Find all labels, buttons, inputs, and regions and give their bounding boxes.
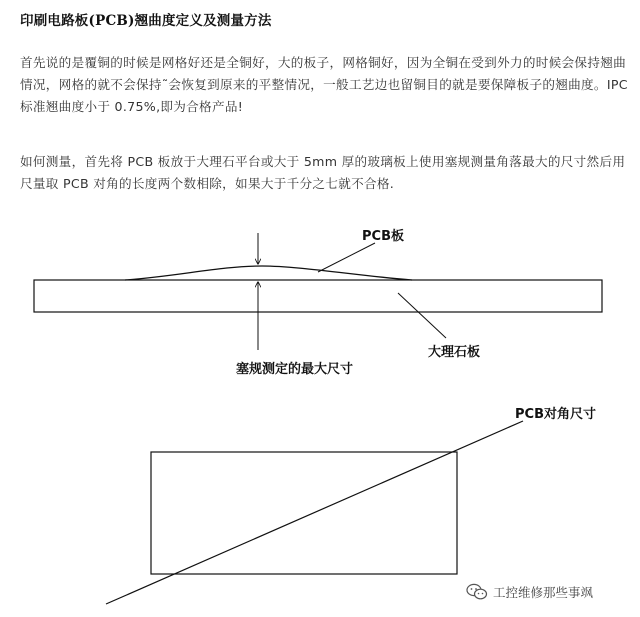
pcb-label: PCB板 [362,229,404,244]
pcb-diagonal-line [106,421,523,604]
wechat-icon [466,583,488,601]
diagonal-label: PCB对角尺寸 [515,407,596,422]
gauge-label: 塞规测定的最大尺寸 [236,362,354,377]
pcb-leader-line [318,243,375,272]
warped-pcb [125,266,412,280]
article-title: 印刷电路板(PCB)翘曲度定义及测量方法 [20,13,272,29]
paragraph-copper-pour: 首先说的是覆铜的时候是网格好还是全铜好，大的板子，网格铜好，因为全铜在受到外力的时候会保持翘曲情况，网格的就不会保持˜会恢复到原来的平整情况，一般工艺边也留铜目的就是要保障板子的翘曲度。IPC 标准翘曲度小于 0.75%,即为合格产品! [20,55,628,114]
marble-leader-line [398,293,446,338]
watermark-text: 工控维修那些事飒 [493,585,594,600]
paragraph-measurement: 如何测量，首先将 PCB 板放于大理石平台或大于 5mm 厚的玻璃板上使用塞规测量角落最大的尺寸然后用尺量取 PCB 对角的长度两个数相除，如果大于千分之七就不合格. [20,154,626,191]
watermark [466,583,593,601]
marble-label: 大理石板 [428,345,481,360]
marble-slab [34,280,602,312]
